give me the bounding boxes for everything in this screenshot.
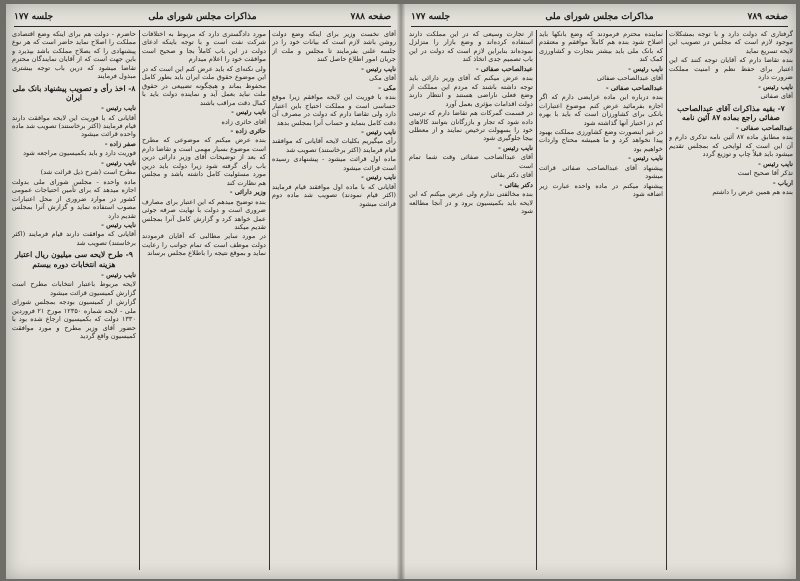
speaker-name: نایب رئیس - (628, 154, 663, 163)
paragraph: آقای دکتر بقائی (490, 171, 533, 180)
section-heading: ۹- طرح لایحه سی میلیون ریال اعتبار هزینه انتخابات دوره بیستم (15, 250, 133, 269)
paragraph: بنده تقاضا دارم که آقایان توجه کنند که این اعتبار برای حفظ نظم و امنیت مملکت ضرورت دارد (669, 56, 793, 82)
paragraph: ولی نکته‌ای که باید عرض کنم این است که در این موضوع حقوق ملت ایران باید بطور کامل محفوظ بماند و هیچگونه تضییعی در حقوق ملت نباید بعمل آید و نماینده دولت باید با کمال دقت مراقب باشند (142, 64, 266, 107)
column-divider (139, 30, 140, 570)
paragraph: در غیر اینصورت وضع کشاورزی مملکت بهبود پیدا نخواهد کرد و ما همیشه محتاج واردات خواهیم بود (539, 127, 663, 153)
paragraph: نماینده محترم فرمودند که وضع بانکها باید اصلاح شود بنده هم کاملاً موافقم و معتقدم که بانک ملی باید بیشتر بتجارت و کشاورزی کمک کند (539, 30, 663, 64)
paragraph: گزارش از کمیسیون بودجه بمجلس شورای ملی - لایحه شماره ۱۲۳۵۰ مورخ ۲۱ فروردین ۱۳۳۰ دولت که بکمیسیون ارجاع شده بود با حضور آقای وزیر مطرح و مورد موافقت کمیسیون واقع گردید (12, 298, 136, 340)
paragraph: بنده مخالفتی ندارم ولی عرض میکنم که این لایحه باید بکمیسیون برود و در آنجا مطالعه شود (409, 190, 533, 216)
text-column (272, 30, 396, 570)
text-column (142, 30, 266, 570)
speaker-name: وزیر دارائی - (229, 188, 266, 197)
speaker-name: مکی - (378, 83, 396, 92)
paragraph: آقای عبدالصاحب صفائی وقت شما تمام است (409, 153, 533, 170)
paragraph: رأی میگیریم بکلیات لایحه آقایانی که موافقند قیام فرمایند (اکثر برخاستند) تصویب شد (272, 137, 396, 154)
speaker-name: نایب رئیس - (361, 173, 396, 182)
paragraph: بنده عرض میکنم که موضوعی که مطرح است موضوع بسیار مهمی است و تقاضا دارم که بعد از توضیحات آقای وزیر دارائی درین باب رأی گرفته شود زیرا دولت باید درین مورد مسئولیت کامل داشته باشد و مجلس هم نظارت کند (142, 136, 266, 187)
paragraph: آقایانی که با فوریت این لایحه موافقت دارند قیام فرمایند (اکثر برخاستند) تصویب شد ماده واحده قرائت میشود (12, 113, 136, 139)
speaker-name: نایب رئیس - (628, 64, 663, 73)
paragraph: لایحه مربوط باعتبار انتخابات مطرح است گزارش کمیسیون قرائت میشود (12, 280, 136, 297)
speaker-name: نایب رئیس - (101, 158, 136, 167)
paragraph: مطرح است (شرح ذیل قرائت شد) (40, 168, 136, 177)
speaker-name: نایب رئیس - (498, 143, 533, 152)
session-number: جلسه ۱۷۷ (411, 12, 451, 22)
paragraph: تذکر آقا صحیح است (737, 169, 793, 178)
text-column (409, 30, 533, 570)
speaker-name: نایب رئیس - (101, 104, 136, 113)
paragraph: بنده درباره این ماده عرایضی دارم که اگر اجازه بفرمائید عرض کنم موضوع اعتبارات بانکی برای کشاورزان است که باید با بهره کم در اختیار آنها گذاشته شود (539, 93, 663, 127)
speaker-name: دکتر بقائی - (499, 180, 533, 189)
column-divider (536, 30, 537, 570)
column-divider (666, 30, 667, 570)
right-page (403, 4, 796, 579)
page-number: صفحه ۷۸۸ (350, 12, 391, 22)
paragraph: گرفتاری که دولت دارد و با توجه بمشکلات موجود لازم است که مجلس در تصویب این لایحه تسریع نماید (669, 30, 793, 55)
left-page (6, 4, 399, 579)
speaker-name: عبدالصاحب صفائی - (735, 124, 793, 133)
page-number: صفحه ۷۸۹ (747, 12, 788, 22)
speaker-name: نایب رئیس - (758, 159, 793, 168)
speaker-name: ارباب - (772, 178, 793, 187)
paragraph: پیشنهاد آقای عبدالصاحب صفائی قرائت میشود (539, 163, 663, 181)
paragraph: بنده با فوریت این لایحه موافقم زیرا موقع حساسی است و مملکت احتیاج باین اعتبار دارد ولی تقاضا دارم که دولت در مصرف آن دقت کامل بنماید و حساب آنرا بمجلس بدهد (272, 93, 396, 127)
paragraph: آقای نخست وزیر برای اینکه وضع دولت روشن باشد لازم است که بیانات خود را در جلسه علنی بفرمایند تا مجلس و ملت از جریان امور اطلاع حاصل کنند (272, 30, 396, 64)
speaker-name: صفر زاده - (104, 139, 136, 148)
speaker-name: نایب رئیس - (758, 82, 793, 91)
page-header (411, 10, 788, 27)
text-column (12, 30, 136, 570)
paragraph: مورد دادگستری دارد که مربوط به اختلافات شرکت نفت است و با توجه باینکه ادعای دولت در این باب کاملاً بجا و صحیح است موافقت خود را اعلام میدارم (142, 30, 266, 64)
page-header (14, 10, 391, 27)
paragraph: بنده توضیح میدهم که این اعتبار برای مصارف ضروری است و دولت با نهایت صرفه جوئی عمل خواهد کرد و گزارش کامل آنرا بمجلس تقدیم میکند (142, 197, 266, 231)
paragraph: در قسمت گمرکات هم تقاضا دارم که ترتیبی داده شود که تجار و بازرگانان بتوانند کالاهای خود را بسهولت ترخیص نمایند و از معطلی بیجا جلوگیری شود (409, 109, 533, 143)
paragraph: فوریت دارد و باید بکمیسیون مراجعه شود (23, 149, 136, 158)
paragraph: ماده واحده - مجلس شورای ملی بدولت اجازه میدهد که برای تأمین احتیاجات عمومی کشور در موارد ضروری از محل اعتبارات مصوب استفاده نماید و گزارش آنرا بمجلس تقدیم دارد (12, 177, 136, 220)
paragraph: ماده اول قرائت میشود - پیشنهادی رسیده است قرائت میشود (272, 155, 396, 172)
section-heading: ۷- بقیه مذاکرات آقای عبدالصاحب صفائی راجع بماده ۸۷ آئین نامه (677, 103, 785, 122)
session-number: جلسه ۱۷۷ (14, 12, 54, 22)
speaker-name: نایب رئیس - (101, 221, 136, 230)
paragraph: آقای مکی (369, 74, 396, 83)
paragraph: آقای حائری زاده (221, 117, 266, 126)
paragraph: بنده مطابق ماده ۸۷ آئین نامه تذکری دارم و آن این است که لوایحی که بمجلس تقدیم میشود باید قبلاً چاپ و توزیع گردد (669, 133, 793, 159)
speaker-name: عبدالصاحب صفائی - (605, 83, 663, 92)
column-divider (269, 30, 270, 570)
text-column (539, 30, 663, 570)
book-spread (6, 4, 796, 579)
journal-title: مذاکرات مجلس شورای ملی (545, 12, 654, 22)
speaker-name: عبدالصاحب صفائی - (475, 64, 533, 73)
text-column (669, 30, 793, 570)
paragraph: آقایانی که با ماده اول موافقند قیام فرمایند (اکثر قیام نمودند) تصویب شد ماده دوم قرائت میشود (272, 182, 396, 208)
speaker-name: حائری زاده - (230, 126, 266, 135)
paragraph: بنده هم همین عرض را داشتم (712, 188, 793, 197)
speaker-name: نایب رئیس - (361, 64, 396, 73)
speaker-name: نایب رئیس - (231, 108, 266, 117)
paragraph: پیشنهاد میکنم در ماده واحده عبارت زیر اضافه شود (539, 181, 663, 199)
paragraph: در مورد سایر مطالبی که آقایان فرمودند دولت موظف است که تمام جوانب را رعایت نماید و بموقع نتیجه را باطلاع مجلس برساند (142, 232, 266, 258)
paragraph: حاضرم - دولت هم برای اینکه وضع اقتصادی مملکت را اصلاح نماید حاضر است که هر نوع پیشنهادی را که بصلاح مملکت باشد بپذیرد و باین جهت است که از آقایان نمایندگان محترم تقاضا میشود که درین باب توجه بیشتری مبذول فرمایند (12, 30, 136, 81)
speaker-name: نایب رئیس - (361, 127, 396, 136)
paragraph: از تجارت وسیعی که در این مملکت دارند استفاده کرده‌اند و وضع بازار را متزلزل نموده‌اند بنابراین لازم است که دولت در این باب تصمیم جدی اتخاذ کند (409, 30, 533, 64)
paragraph: بنده عرض میکنم که آقای وزیر دارائی باید توجه داشته باشند که مردم این مملکت از وضع فعلی ناراضی هستند و انتظار دارند دولت اقدامات مؤثری بعمل آورد (409, 74, 533, 108)
paragraph: آقایانی که موافقت دارند قیام فرمایند (اکثر برخاستند) تصویب شد (12, 230, 136, 247)
paragraph: آقای صفائی (760, 92, 793, 101)
journal-title: مذاکرات مجلس شورای ملی (148, 12, 257, 22)
paragraph: آقای عبدالصاحب صفائی (596, 74, 663, 83)
speaker-name: نایب رئیس - (101, 270, 136, 279)
section-heading: ۸- اخذ رأی و تصویب پیشنهاد بانک ملی ایران (12, 83, 136, 102)
